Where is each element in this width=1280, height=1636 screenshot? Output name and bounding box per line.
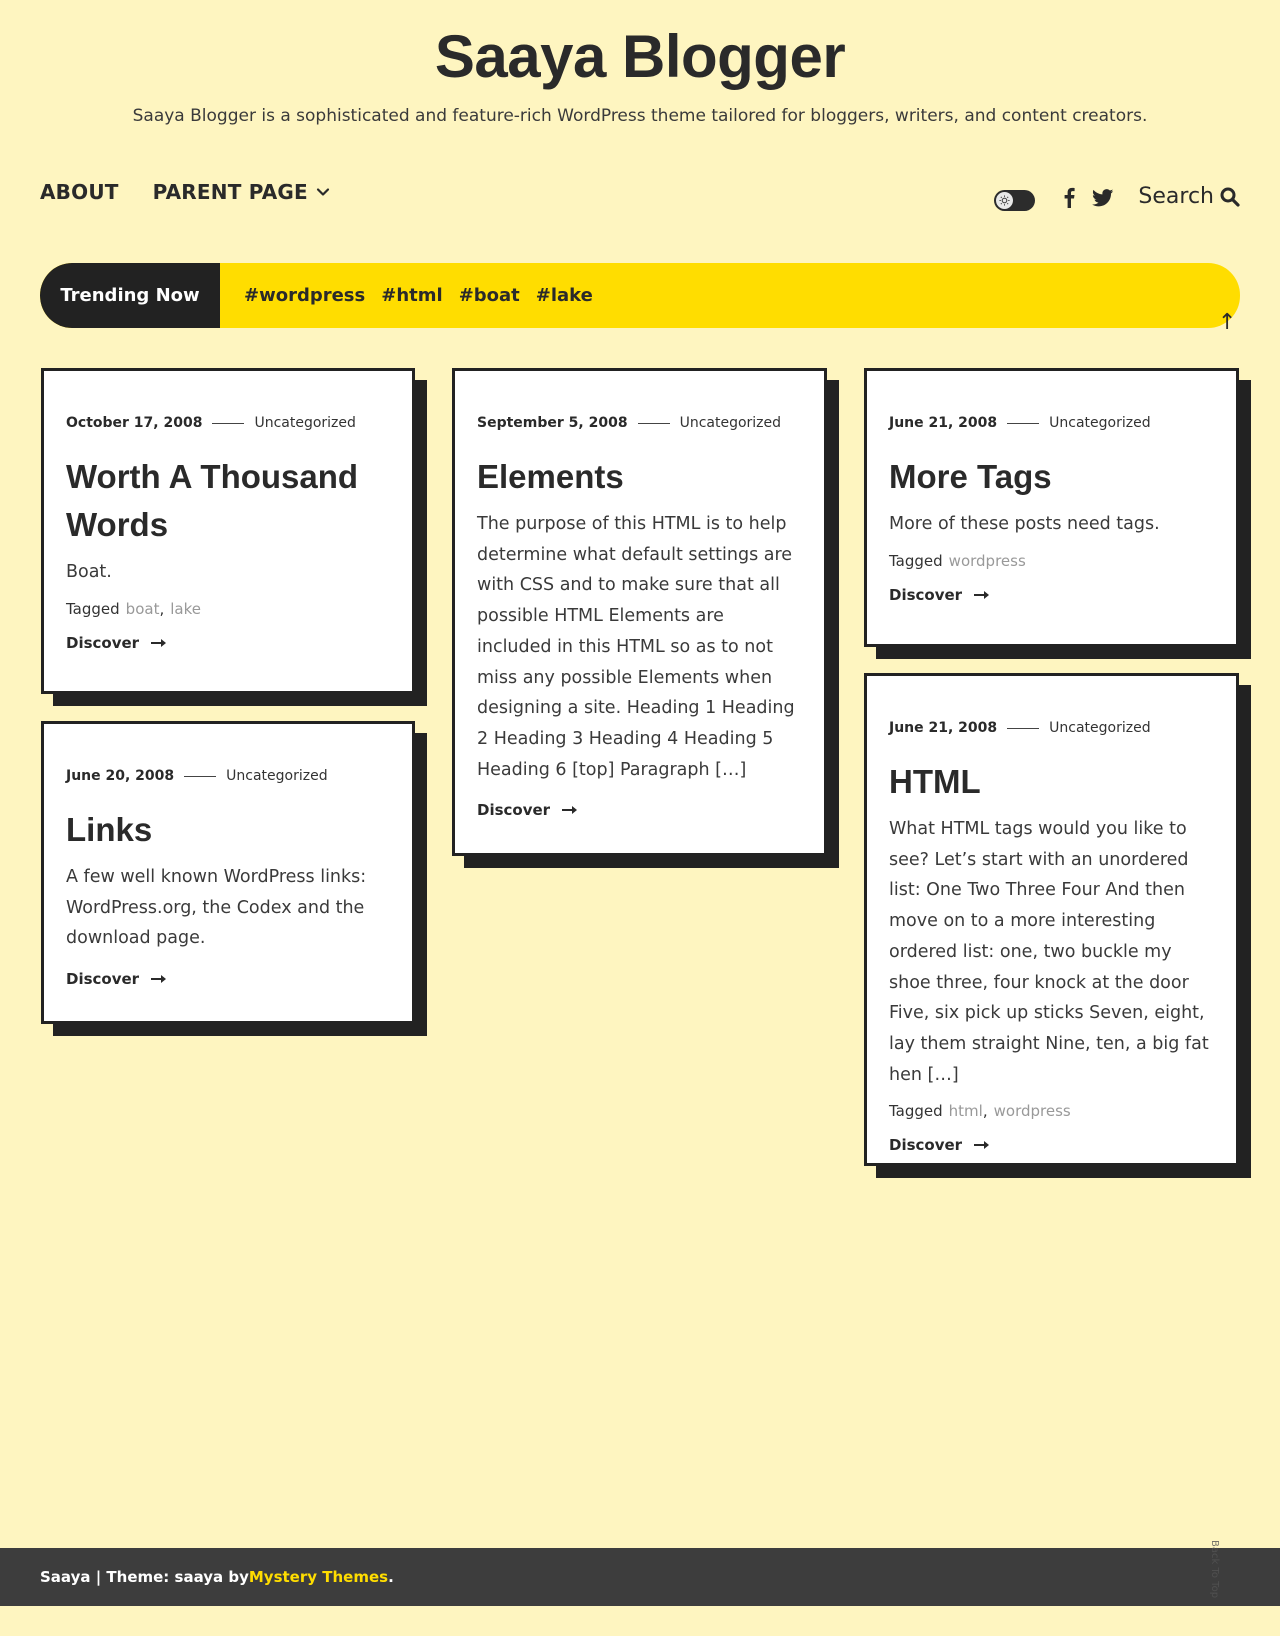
discover-label: Discover [889, 1136, 963, 1155]
discover-link[interactable] [66, 970, 167, 988]
discover-label: Discover [889, 585, 963, 604]
discover-link[interactable] [66, 634, 167, 652]
post-title[interactable]: Worth A Thousand Words [66, 458, 359, 543]
nav-item-label: PARENT PAGE [152, 180, 308, 204]
footer-text: Saaya | Theme: saaya by [40, 1568, 249, 1586]
twitter-icon[interactable] [1092, 189, 1114, 207]
post-excerpt: A few well known WordPress links: WordPress.org, the Codex and the download page. [66, 867, 367, 949]
tag-link[interactable]: lake [170, 599, 201, 618]
arrow-right-icon [974, 590, 990, 600]
post-tags [889, 552, 1214, 570]
search-label: Search [1138, 184, 1214, 209]
post-meta [66, 415, 390, 431]
tagged-label: Tagged [889, 551, 943, 570]
dark-mode-toggle[interactable] [994, 190, 1035, 211]
primary-nav [40, 180, 330, 204]
arrow-right-icon [562, 805, 578, 815]
trending-tag[interactable]: #lake [535, 285, 593, 306]
site-footer [0, 1548, 1280, 1606]
post-title[interactable]: Elements [477, 458, 624, 495]
search-icon [1220, 187, 1240, 207]
meta-divider [1007, 728, 1039, 729]
tag-link[interactable]: wordpress [993, 1102, 1071, 1121]
arrow-right-icon [151, 638, 167, 648]
nav-item-about[interactable] [40, 180, 119, 204]
arrow-up-icon[interactable]: ↑ [1218, 310, 1237, 335]
trending-label: Trending Now [40, 263, 220, 328]
tagged-label: Tagged [889, 1102, 943, 1121]
trending-tags [244, 285, 593, 306]
chevron-down-icon [316, 185, 330, 199]
arrow-right-icon [974, 1140, 990, 1150]
discover-label: Discover [66, 633, 140, 652]
post-card [864, 673, 1239, 1166]
post-card [41, 368, 415, 694]
tag-link[interactable]: html [948, 1102, 983, 1121]
post-excerpt: What HTML tags would you like to see? Let’s start with an unordered list: One Two Three Four And then move on to a more interesting ordered list: one, two buckle my shoe three, four knock at the door Five, six pick up sticks Seven, eight, lay them straight Nine, ten, a big fat hen […] [889, 819, 1209, 1085]
post-title[interactable]: HTML [889, 763, 981, 800]
tagged-label: Tagged [66, 599, 120, 618]
trending-tag[interactable]: #html [381, 285, 443, 306]
sun-icon [996, 192, 1013, 209]
footer-suffix: . [388, 1568, 394, 1586]
post-date[interactable]: June 21, 2008 [889, 415, 998, 431]
post-card [41, 721, 415, 1024]
discover-label: Discover [477, 801, 551, 820]
post-category[interactable]: Uncategorized [226, 768, 328, 784]
post-excerpt: The purpose of this HTML is to help determine what default settings are with CSS and to make sure that all possible HTML Elements are included in this HTML so as to not miss any possible Elements when designing a site. Heading 1 Heading 2 Heading 3 Heading 4 Heading 5 Heading 6 [top] Paragraph […] [477, 514, 795, 780]
facebook-icon[interactable] [1063, 186, 1075, 208]
post-meta [889, 415, 1214, 431]
post-meta [66, 768, 390, 784]
meta-divider [638, 423, 670, 424]
discover-link[interactable] [477, 801, 578, 819]
post-date[interactable]: September 5, 2008 [477, 415, 628, 431]
post-tags: Tagged html, wordpress [889, 1102, 1071, 1121]
trending-tag[interactable]: #wordpress [244, 285, 366, 306]
post-date[interactable]: June 21, 2008 [889, 720, 998, 736]
post-category[interactable]: Uncategorized [679, 415, 782, 431]
site-description: Saaya Blogger is a sophisticated and feature-rich WordPress theme tailored for bloggers, writers, and content creators. [132, 106, 1148, 126]
post-card [864, 368, 1239, 647]
post-date[interactable]: June 20, 2008 [66, 768, 175, 784]
post-meta [889, 720, 1214, 736]
post-date[interactable]: October 17, 2008 [66, 415, 203, 431]
nav-item-parent-page[interactable] [153, 180, 330, 204]
trending-bar [40, 263, 1240, 328]
nav-item-label: ABOUT [40, 180, 119, 204]
site-title[interactable]: Saaya Blogger [434, 23, 846, 90]
post-excerpt: Boat. [66, 562, 112, 582]
discover-link[interactable] [889, 586, 990, 604]
discover-label: Discover [66, 970, 140, 989]
post-tags: Tagged boat, lake [66, 599, 201, 618]
back-to-top-link[interactable]: Back To Top [1209, 1540, 1220, 1599]
post-meta [477, 415, 802, 431]
post-category[interactable]: Uncategorized [254, 415, 356, 431]
meta-divider [184, 776, 216, 777]
tag-link[interactable]: wordpress [948, 551, 1026, 570]
meta-divider [1007, 423, 1039, 424]
post-title[interactable]: More Tags [889, 458, 1052, 495]
post-category[interactable]: Uncategorized [1049, 415, 1151, 431]
post-card [452, 368, 827, 856]
tag-link[interactable]: boat [125, 599, 160, 618]
meta-divider [212, 423, 244, 424]
footer-theme-link[interactable]: Mystery Themes [248, 1568, 389, 1586]
post-title[interactable]: Links [66, 811, 153, 848]
arrow-right-icon [151, 974, 167, 984]
discover-link[interactable] [889, 1136, 990, 1154]
post-excerpt: More of these posts need tags. [889, 514, 1160, 534]
post-category[interactable]: Uncategorized [1049, 720, 1151, 736]
search-button[interactable] [1138, 184, 1240, 209]
trending-tag[interactable]: #boat [458, 285, 520, 306]
